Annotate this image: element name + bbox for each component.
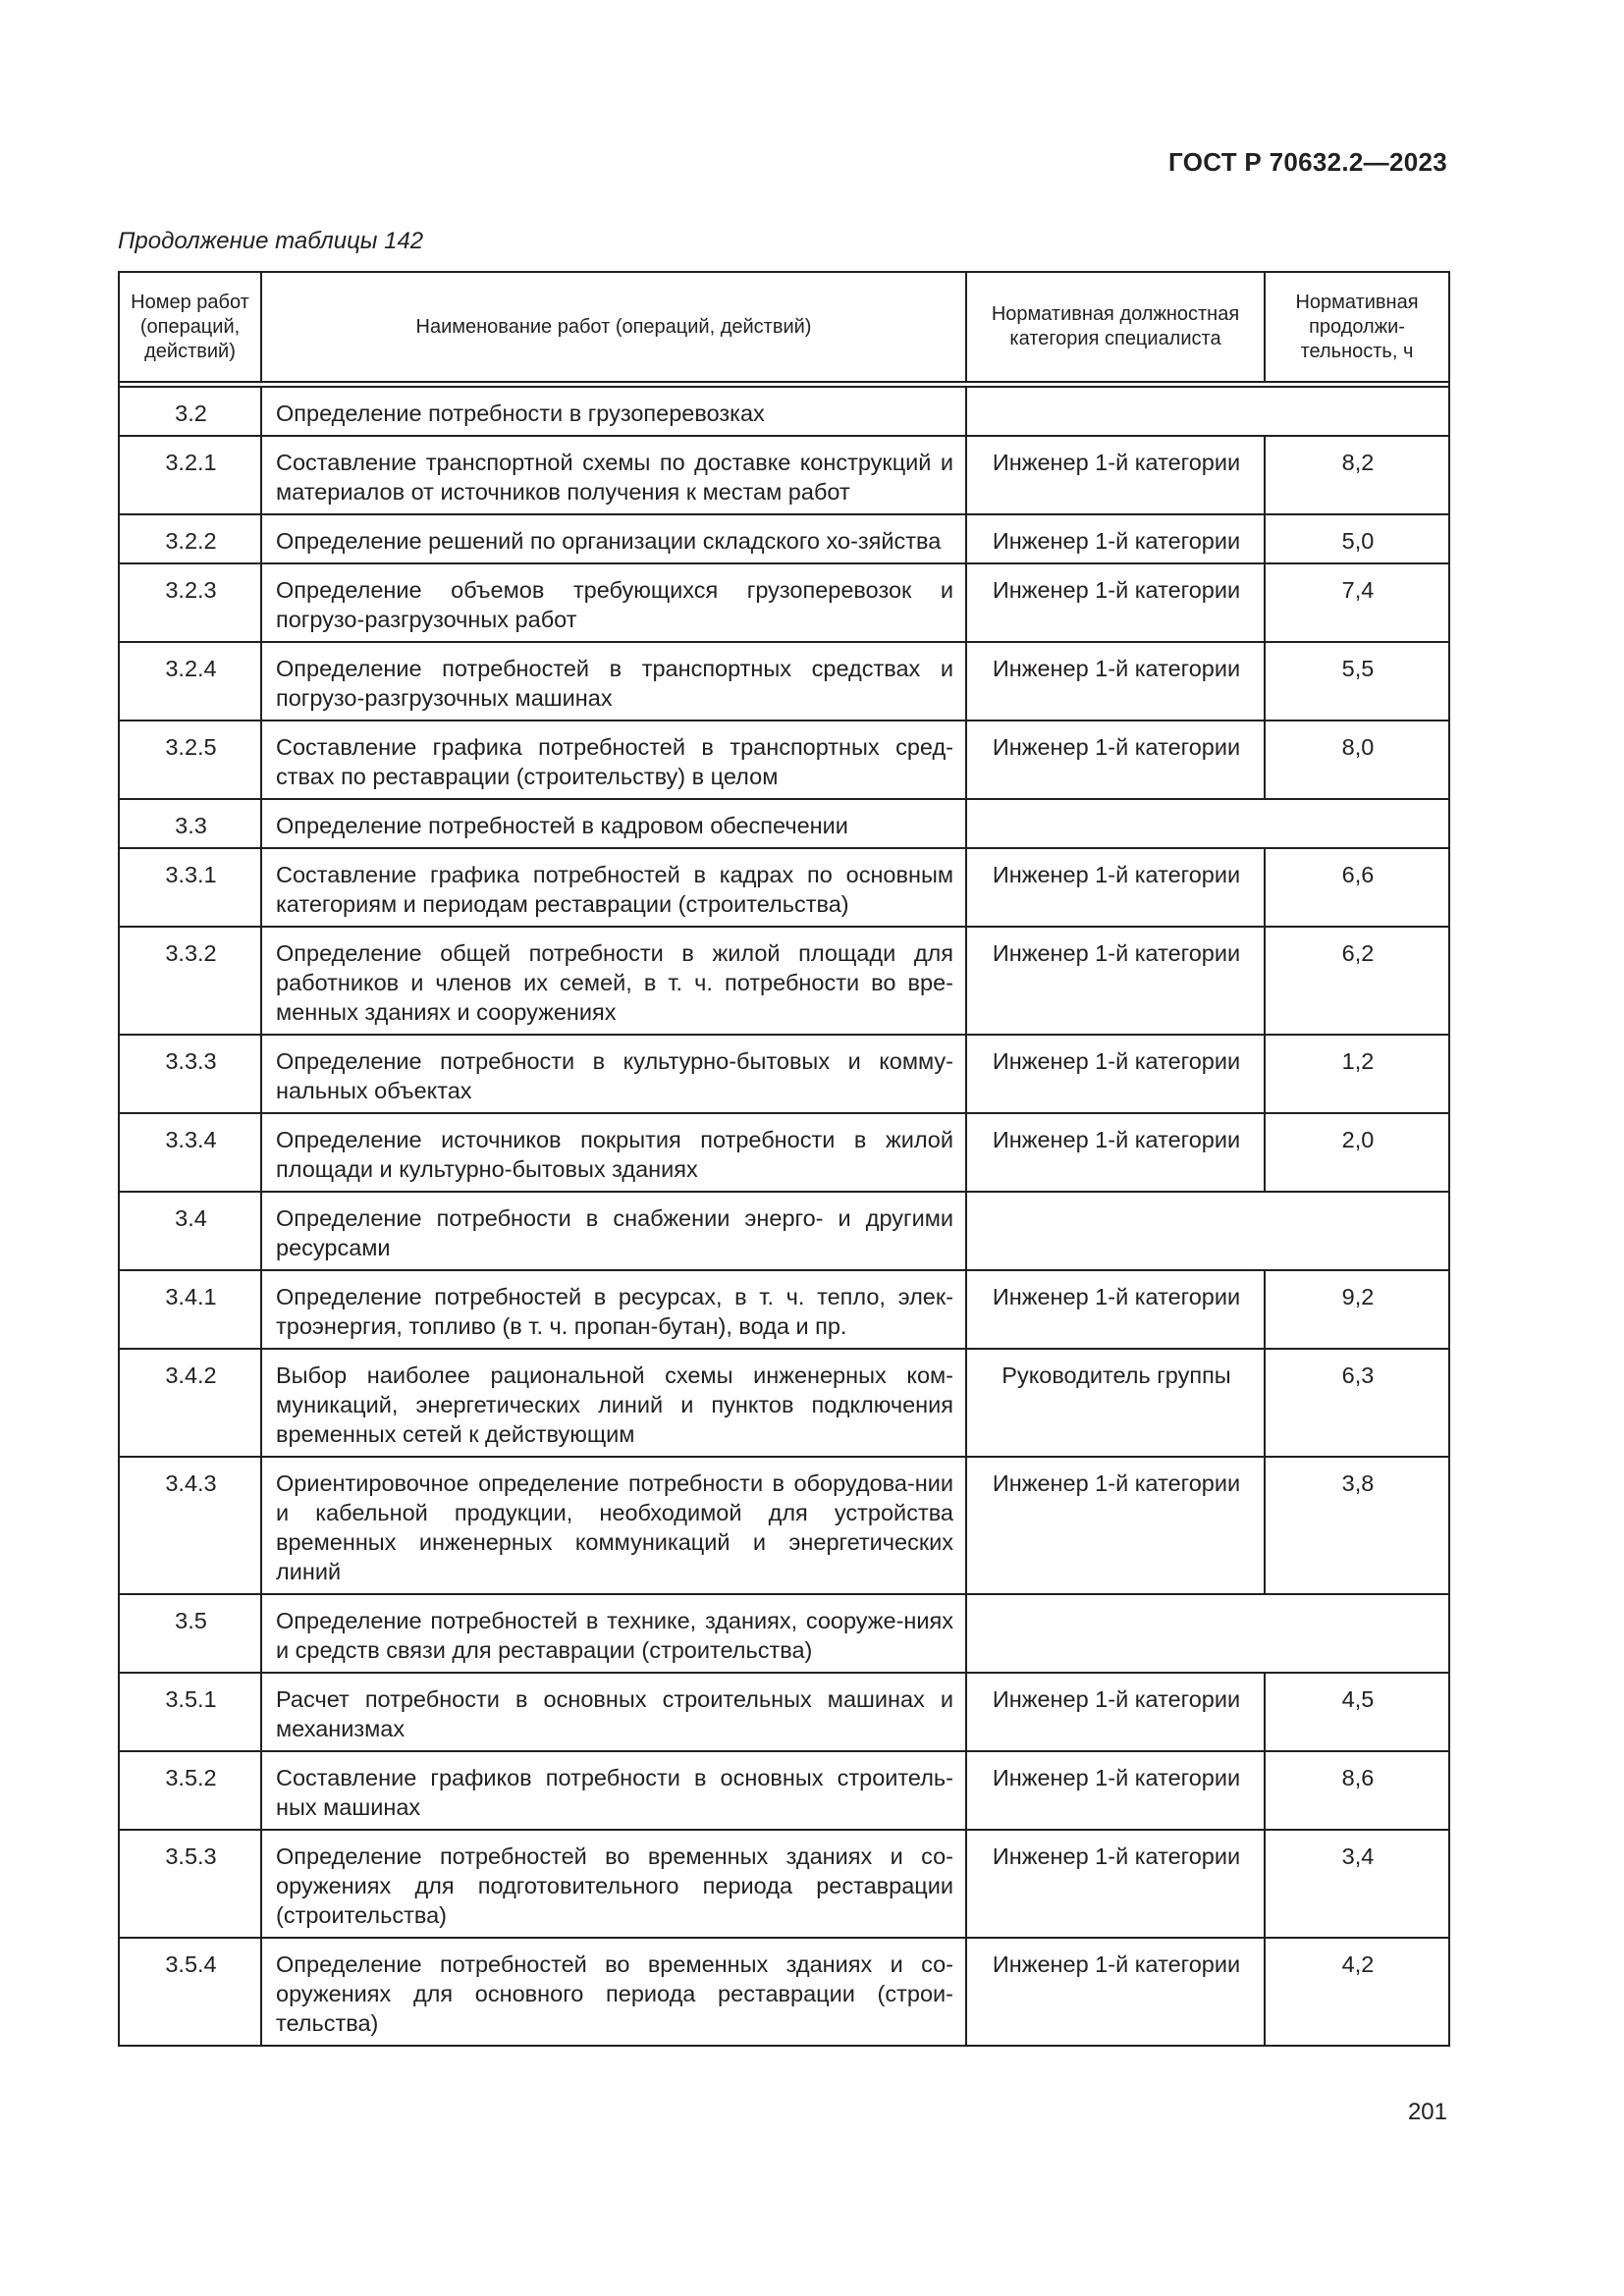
section-empty-cell	[966, 387, 1449, 436]
table-row	[119, 1113, 1449, 1192]
row-number: 3.5	[119, 1594, 261, 1673]
row-specialist-category: Инженер 1-й категории	[966, 1751, 1265, 1830]
table-row	[119, 1673, 1449, 1751]
row-work-name: Определение общей потребности в жилой площади для работников и членов их семей, в т. ч. потребности во вре-менных зданиях и сооружениях	[261, 927, 966, 1035]
section-row	[119, 1594, 1449, 1673]
row-work-name: Определение потребности в культурно-бытовых и комму-нальных объектах	[261, 1035, 966, 1113]
row-work-name: Составление транспортной схемы по доставке конструкций и материалов от источников получения к местам работ	[261, 436, 966, 514]
row-work-name: Определение потребности в снабжении энерго- и другими ресурсами	[261, 1192, 966, 1270]
row-work-name: Определение потребности в грузоперевозках	[261, 387, 966, 436]
row-duration: 9,2	[1265, 1270, 1449, 1349]
row-duration: 2,0	[1265, 1113, 1449, 1192]
table-row	[119, 1830, 1449, 1938]
section-empty-cell	[966, 1594, 1449, 1673]
table-row	[119, 1270, 1449, 1349]
table-row	[119, 1457, 1449, 1594]
table-row	[119, 642, 1449, 721]
row-work-name: Ориентировочное определение потребности в оборудова-нии и кабельной продукции, необходимой для устройства временных инженерных коммуникаций и энергетических линий	[261, 1457, 966, 1594]
table-header-row	[119, 272, 1449, 382]
row-number: 3.4.2	[119, 1349, 261, 1457]
row-work-name: Составление графиков потребности в основных строитель-ных машинах	[261, 1751, 966, 1830]
row-work-name: Определение источников покрытия потребности в жилой площади и культурно-бытовых зданиях	[261, 1113, 966, 1192]
row-number: 3.2.2	[119, 514, 261, 563]
table-caption: Продолжение таблицы 142	[118, 228, 424, 254]
row-number: 3.2.4	[119, 642, 261, 721]
row-number: 3.4	[119, 1192, 261, 1270]
row-number: 3.5.1	[119, 1673, 261, 1751]
row-duration: 5,0	[1265, 514, 1449, 563]
section-empty-cell	[966, 799, 1449, 848]
table-row	[119, 848, 1449, 927]
row-duration: 8,6	[1265, 1751, 1449, 1830]
row-specialist-category: Инженер 1-й категории	[966, 563, 1265, 642]
row-specialist-category: Инженер 1-й категории	[966, 848, 1265, 927]
row-specialist-category: Инженер 1-й категории	[966, 1035, 1265, 1113]
row-specialist-category: Инженер 1-й категории	[966, 1113, 1265, 1192]
row-duration: 4,2	[1265, 1938, 1449, 2046]
row-work-name: Определение потребностей в ресурсах, в т. ч. тепло, элек-троэнергия, топливо (в т. ч. пропан-бутан), вода и пр.	[261, 1270, 966, 1349]
table-row	[119, 1751, 1449, 1830]
row-specialist-category: Инженер 1-й категории	[966, 1673, 1265, 1751]
table-row	[119, 1349, 1449, 1457]
row-duration: 6,2	[1265, 927, 1449, 1035]
row-number: 3.4.3	[119, 1457, 261, 1594]
row-number: 3.2.5	[119, 721, 261, 799]
table-row	[119, 1035, 1449, 1113]
row-work-name: Определение потребностей во временных зданиях и со-оружениях для основного периода реставрации (строи-тельства)	[261, 1938, 966, 2046]
row-specialist-category: Инженер 1-й категории	[966, 721, 1265, 799]
document-code: ГОСТ Р 70632.2—2023	[1168, 147, 1447, 177]
row-work-name: Расчет потребности в основных строительных машинах и механизмах	[261, 1673, 966, 1751]
row-number: 3.5.4	[119, 1938, 261, 2046]
row-duration: 6,3	[1265, 1349, 1449, 1457]
row-duration: 7,4	[1265, 563, 1449, 642]
table-row	[119, 1938, 1449, 2046]
row-duration: 3,4	[1265, 1830, 1449, 1938]
row-number: 3.2	[119, 387, 261, 436]
row-duration: 8,2	[1265, 436, 1449, 514]
column-header-number: Номер работ (операций, действий)	[119, 272, 261, 382]
row-number: 3.5.2	[119, 1751, 261, 1830]
table-row	[119, 436, 1449, 514]
row-work-name: Составление графика потребностей в транспортных сред-ствах по реставрации (строительству) в целом	[261, 721, 966, 799]
row-number: 3.4.1	[119, 1270, 261, 1349]
row-work-name: Определение объемов требующихся грузоперевозок и погрузо-разгрузочных работ	[261, 563, 966, 642]
row-duration: 5,5	[1265, 642, 1449, 721]
row-work-name: Определение решений по организации складского хо-зяйства	[261, 514, 966, 563]
row-work-name: Составление графика потребностей в кадрах по основным категориям и периодам реставрации (строительства)	[261, 848, 966, 927]
row-work-name: Определение потребностей в транспортных средствах и погрузо-разгрузочных машинах	[261, 642, 966, 721]
row-duration: 6,6	[1265, 848, 1449, 927]
row-duration: 1,2	[1265, 1035, 1449, 1113]
row-specialist-category: Инженер 1-й категории	[966, 1938, 1265, 2046]
row-work-name: Определение потребностей в кадровом обеспечении	[261, 799, 966, 848]
section-row	[119, 799, 1449, 848]
table-row	[119, 563, 1449, 642]
table-row	[119, 721, 1449, 799]
section-empty-cell	[966, 1192, 1449, 1270]
row-number: 3.3.1	[119, 848, 261, 927]
row-number: 3.3.2	[119, 927, 261, 1035]
section-row	[119, 1192, 1449, 1270]
column-header-duration: Нормативная продолжи-тельность, ч	[1265, 272, 1449, 382]
row-work-name: Определение потребностей во временных зданиях и со-оружениях для подготовительного периода реставрации (строительства)	[261, 1830, 966, 1938]
row-number: 3.3.4	[119, 1113, 261, 1192]
row-specialist-category: Руководитель группы	[966, 1349, 1265, 1457]
row-duration: 3,8	[1265, 1457, 1449, 1594]
row-specialist-category: Инженер 1-й категории	[966, 436, 1265, 514]
section-row	[119, 387, 1449, 436]
column-header-name: Наименование работ (операций, действий)	[261, 272, 966, 382]
row-number: 3.2.3	[119, 563, 261, 642]
row-duration: 4,5	[1265, 1673, 1449, 1751]
row-specialist-category: Инженер 1-й категории	[966, 927, 1265, 1035]
column-header-category: Нормативная должностная категория специалиста	[966, 272, 1265, 382]
row-work-name: Выбор наиболее рациональной схемы инженерных ком-муникаций, энергетических линий и пунктов подключения временных сетей к действующим	[261, 1349, 966, 1457]
table-row	[119, 927, 1449, 1035]
row-specialist-category: Инженер 1-й категории	[966, 1270, 1265, 1349]
row-duration: 8,0	[1265, 721, 1449, 799]
row-work-name: Определение потребностей в технике, зданиях, сооруже-ниях и средств связи для реставрации (строительства)	[261, 1594, 966, 1673]
table-row	[119, 514, 1449, 563]
row-number: 3.3.3	[119, 1035, 261, 1113]
row-specialist-category: Инженер 1-й категории	[966, 1830, 1265, 1938]
row-number: 3.5.3	[119, 1830, 261, 1938]
row-specialist-category: Инженер 1-й категории	[966, 1457, 1265, 1594]
work-norms-table	[118, 271, 1450, 2047]
table-body	[119, 387, 1449, 2046]
row-number: 3.3	[119, 799, 261, 848]
page-number: 201	[1407, 2099, 1447, 2125]
row-number: 3.2.1	[119, 436, 261, 514]
row-specialist-category: Инженер 1-й категории	[966, 642, 1265, 721]
row-specialist-category: Инженер 1-й категории	[966, 514, 1265, 563]
